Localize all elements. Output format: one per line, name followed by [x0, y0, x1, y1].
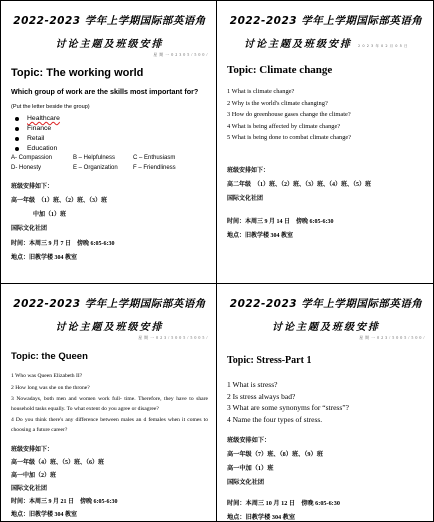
header-line2: 讨论主题及班级安排	[55, 322, 164, 333]
schedule-place: 地点：旧教学楼 304 教室	[227, 513, 296, 521]
question-list	[227, 88, 425, 141]
schedule-grade: 高一中加（2）班	[11, 472, 57, 479]
header-line1: 2022-2023 学年上学期国际部英语角	[13, 15, 206, 27]
date-line: 2 0 2 3 年 0 2 月 0 5 日	[358, 44, 408, 48]
question-item: 1 What is climate change?	[227, 88, 295, 95]
question-item: 4 Name the four types of stress.	[227, 414, 323, 424]
schedule-place: 地点：旧教学楼 304 教室	[11, 511, 78, 518]
panel-stress	[217, 284, 433, 521]
schedule-title: 班级安排如下：	[227, 168, 270, 174]
list-item	[11, 115, 208, 122]
panel-working-world	[1, 1, 217, 284]
question-item: 3 Nowadays, both men and women work full- time. Therefore, they have to share household tasks equally. To what extent do you agree or disagree?	[11, 396, 208, 412]
schedule-time: 时间：本周三 9 月 14 日 傍晚 6:05-6:30	[227, 219, 334, 225]
date-line: 星 期 一 0 2 3 / 5 0 0 5 / 5 0 0 5 /	[138, 335, 208, 340]
option: A- Compassion	[11, 155, 53, 161]
option: D- Honesty	[11, 165, 42, 171]
bullet-icon	[15, 127, 19, 131]
header-line2	[227, 35, 425, 50]
list-item	[11, 145, 208, 152]
header-line1: 2022-2023 学年上学期国际部英语角	[13, 298, 206, 310]
option: B – Helpfulness	[73, 155, 116, 161]
instruction: (Put the letter beside the group)	[11, 104, 90, 110]
class-schedule	[11, 444, 208, 518]
question-item: 4 What is being affected by climate change?	[227, 122, 341, 130]
header-line2-text: 讨论主题及班级安排	[244, 39, 353, 50]
list-item-label: Education	[27, 145, 58, 152]
bullet-icon	[15, 117, 19, 121]
bullet-icon	[15, 137, 19, 141]
list-item-label: Retail	[27, 135, 45, 142]
question-item: 1 Who was Queen Elizabeth II?	[11, 373, 83, 379]
schedule-grade: 高一年级 （1）班、（2）班、（3）班	[11, 198, 108, 204]
schedule-time: 时间：本周三 10 月 12 日 傍晚 6:05-6:30	[227, 499, 340, 507]
question-item: 5 What is being done to combat climate change?	[227, 134, 352, 141]
schedule-grade: 高一中加（1）班	[227, 464, 274, 472]
question: Which group of work are the skills most important for?	[11, 87, 199, 96]
schedule-grade: 高一年级（4）班、（5）班、（6）班	[11, 459, 105, 466]
bullet-icon	[15, 147, 19, 151]
list-item-label: Finance	[27, 125, 52, 132]
header-line2: 讨论主题及班级安排	[55, 39, 164, 50]
schedule-club: 国际文化社团	[11, 485, 48, 492]
list-item	[11, 135, 208, 142]
header-line2: 讨论主题及班级安排	[272, 322, 380, 333]
question-item: 1 What is stress?	[227, 380, 278, 389]
topic-title: Topic: The working world	[11, 67, 144, 79]
option: E – Organization	[73, 165, 118, 171]
option: F – Friendliness	[133, 165, 176, 171]
list-item-label: Healthcare	[27, 115, 60, 122]
schedule-place: 地点：旧教学楼 304 教室	[227, 233, 294, 239]
question-item: 4 Do you think there's any difference between males an d females when it comes to choosing a future career?	[11, 417, 208, 433]
class-schedule	[11, 181, 208, 261]
topic-title: Topic: Climate change	[227, 64, 333, 76]
schedule-club: 国际文化社团	[227, 196, 264, 202]
schedule-club: 国际文化社团	[11, 226, 48, 232]
schedule-title: 班级安排如下：	[227, 436, 271, 444]
date-line: 星 期 一 0 2 3 / 5 0 0 5 / 5 0 0 /	[359, 335, 425, 340]
option-row	[11, 155, 208, 161]
schedule-time: 时间：本周三 9 月 21 日 傍晚 6:05-6:30	[11, 498, 118, 505]
option-row	[11, 165, 208, 171]
question-item: 2 Is stress always bad?	[227, 391, 296, 401]
question-list	[11, 372, 208, 436]
question-item: 2 How long was she on the throne?	[11, 384, 90, 391]
panel-the-queen	[1, 284, 217, 521]
question-item: 2 Why is the world's climate changing?	[227, 99, 328, 107]
question-item: 3 What are some synonyms for “stress”?	[227, 403, 349, 412]
class-schedule	[227, 435, 425, 521]
header-line1: 2022-2023 学年上学期国际部英语角	[229, 298, 423, 310]
skill-options	[11, 155, 208, 171]
panel-climate-change	[217, 1, 433, 284]
schedule-grade: 高一年级（7）班、（8）班、（9）班	[227, 450, 323, 458]
schedule-grade: 中加（1）班	[33, 212, 67, 218]
date-line: 星 期 一 0 2 3 0 5 / 5 0 0 /	[153, 52, 208, 57]
header-line1: 2022-2023 学年上学期国际部英语角	[229, 15, 423, 27]
schedule-grade: 高二年级 （1）班、（2）班、（3）班、（4）班、（5）班	[227, 182, 372, 188]
schedule-time: 时间：本周三 9 月 7 日 傍晚 6:05-6:30	[11, 241, 115, 247]
schedule-title: 班级安排如下：	[11, 446, 54, 453]
question-item: 3 How do greenhouse gases change the climate?	[227, 111, 351, 118]
schedule-place: 地点：旧教学楼 304 教室	[11, 255, 78, 261]
schedule-title: 班级安排如下：	[11, 184, 54, 190]
bullet-list	[11, 115, 208, 152]
question-list	[227, 380, 425, 424]
topic-title: Topic: the Queen	[11, 351, 88, 362]
option: C – Enthusiasm	[133, 155, 176, 161]
schedule-club: 国际文化社团	[227, 478, 265, 486]
list-item	[11, 125, 208, 132]
class-schedule	[227, 165, 425, 239]
topic-title: Topic: Stress-Part 1	[227, 355, 312, 366]
